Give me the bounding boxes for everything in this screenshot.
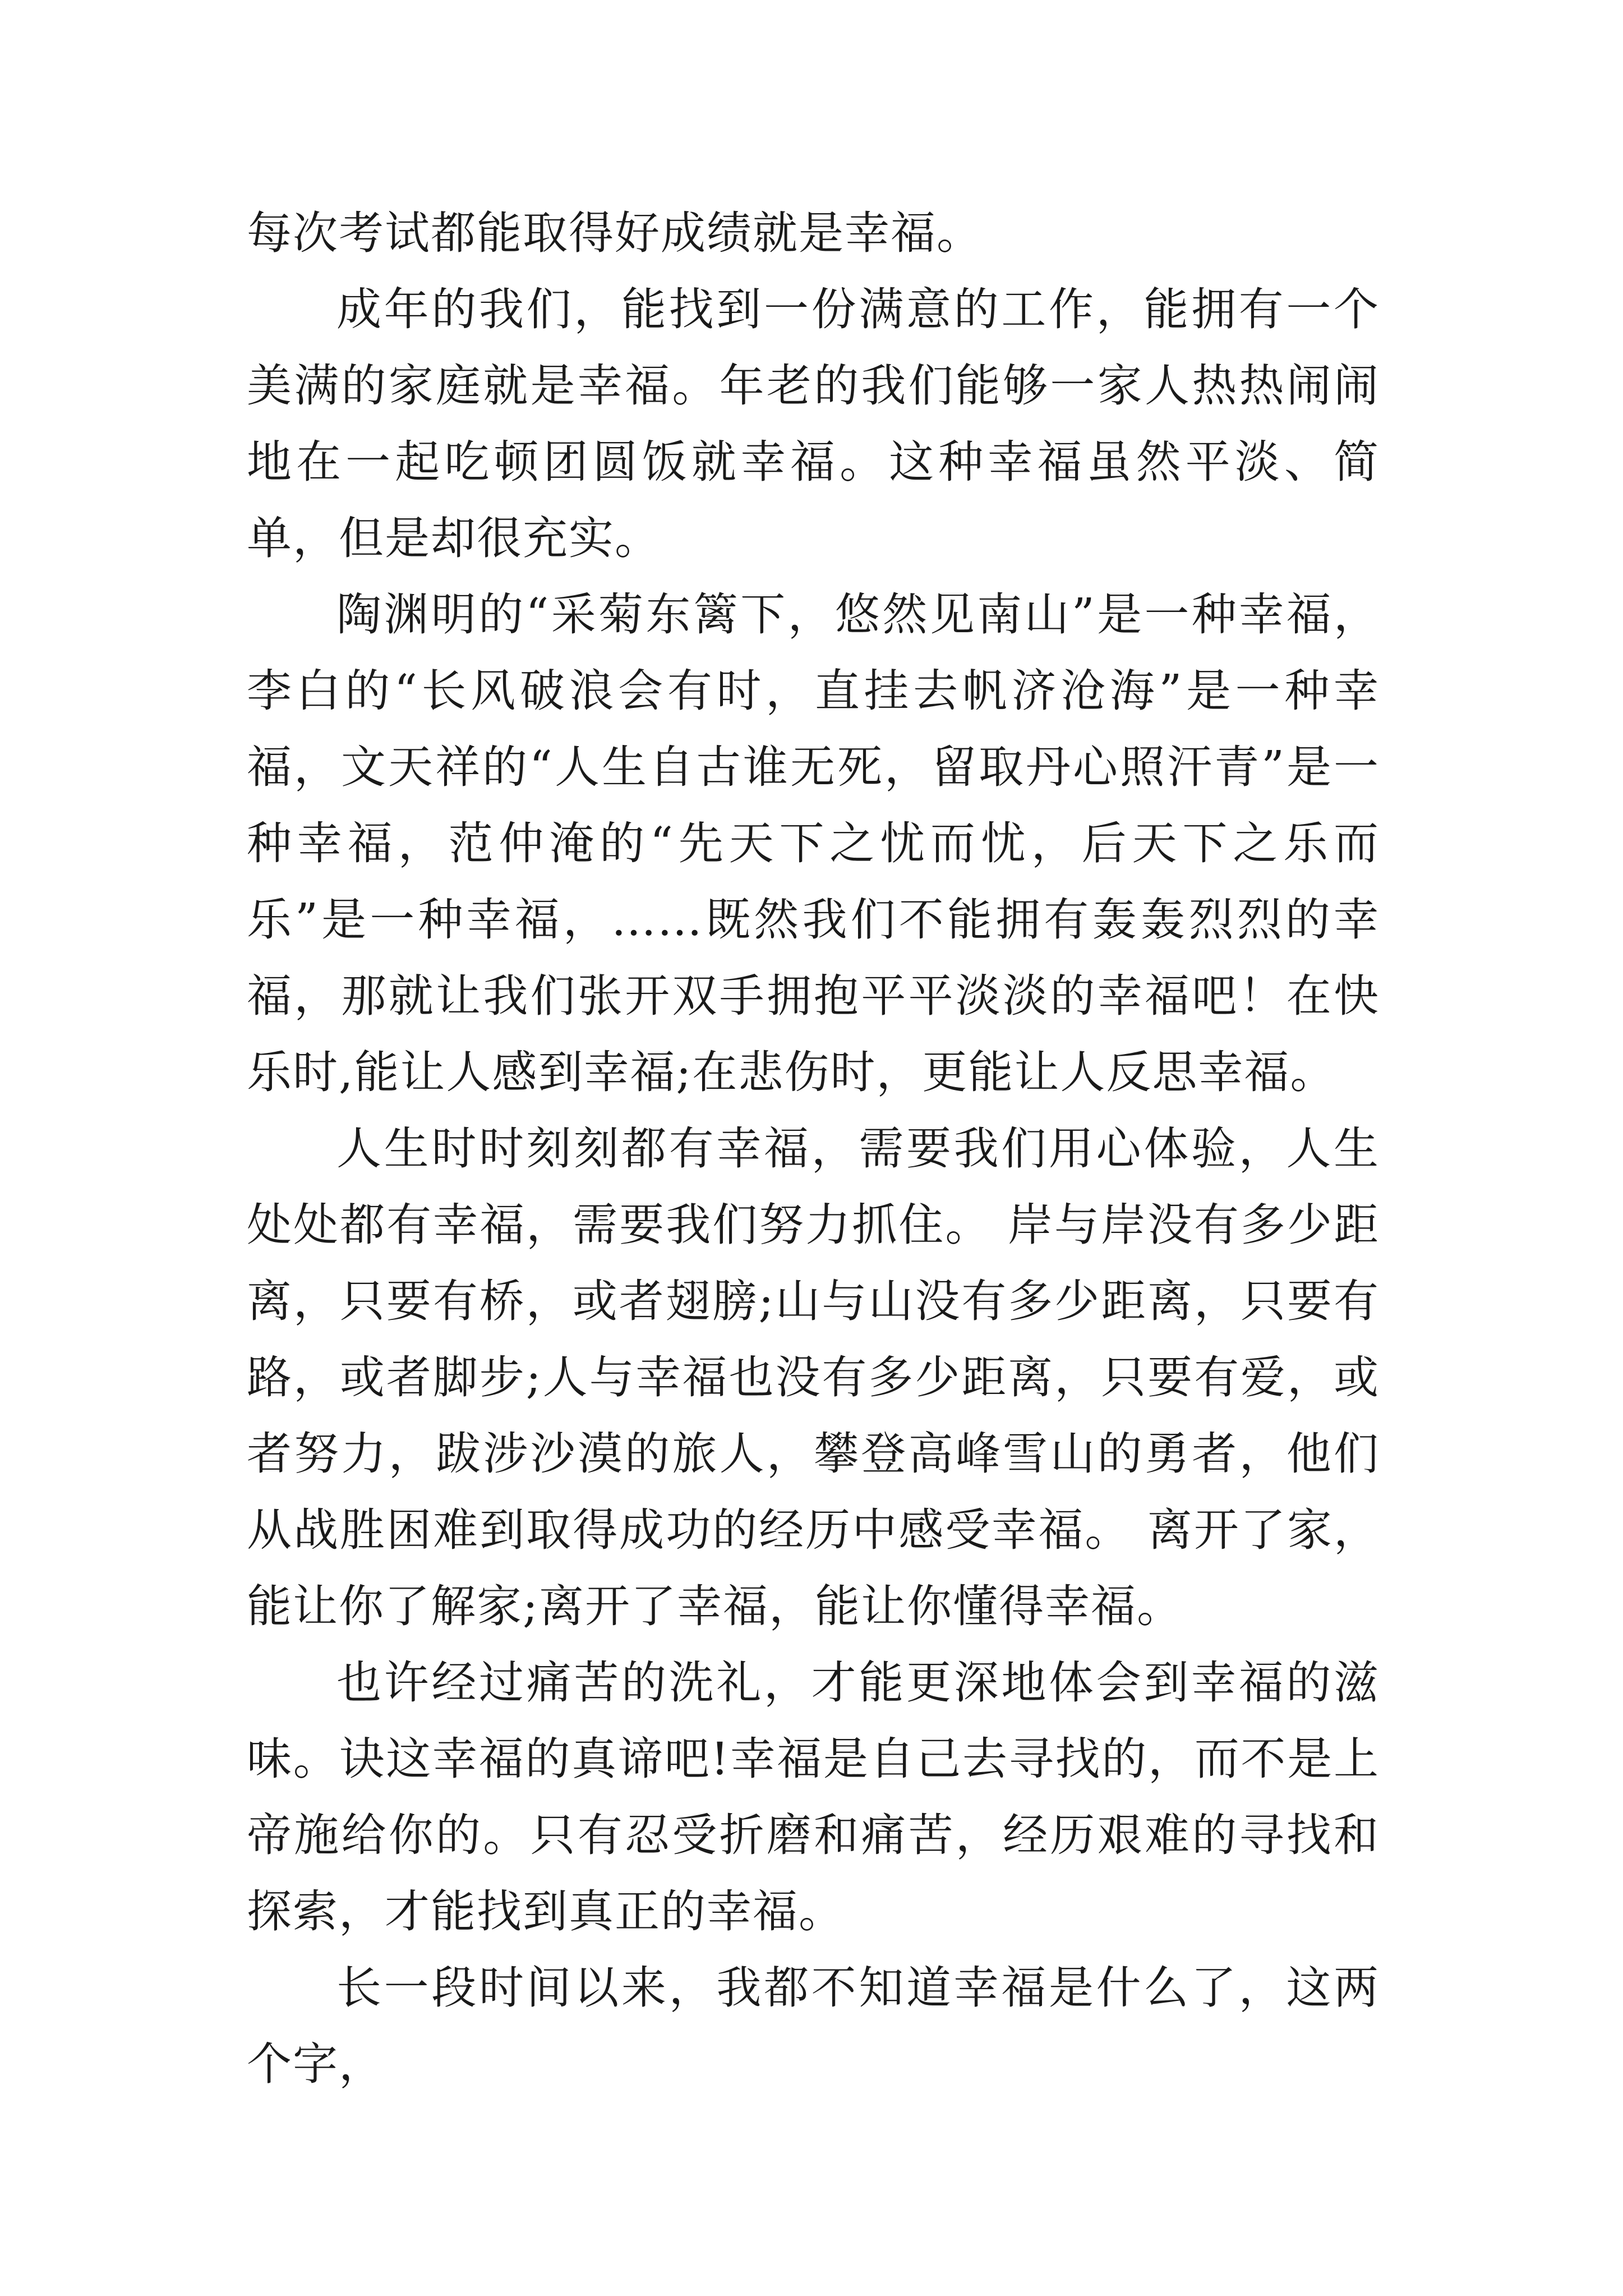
paragraph-6: 长一段时间以来，我都不知道幸福是什么了，这两个字，: [247, 1962, 1380, 2090]
paragraph-5: 也许经过痛苦的洗礼，才能更深地体会到幸福的滋味。诀这幸福的真谛吧!幸福是自己去寻找的，而不是上帝施给你的。只有忍受折磨和痛苦，经历艰难的寻找和探索，才能找到真正的幸福。: [247, 1657, 1380, 1938]
paragraph-4: 人生时时刻刻都有幸福，需要我们用心体验，人生处处都有幸福，需要我们努力抓住。 岸与岸没有多少距离，只要有桥，或者翅膀;山与山没有多少距离，只要有路，或者脚步;人与幸福也没有多少距离，只要有爱，或者努力，跋涉沙漠的旅人，攀登高峰雪山的勇者，他们从战胜困难到取得成功的经历中感受幸福。 离开了家，能让你了解家;离开了幸福，能让你懂得幸福。: [247, 1122, 1380, 1632]
paragraph-1: 每次考试都能取得好成绩就是幸福。: [247, 207, 983, 259]
paragraph-3: 陶渊明的“采菊东篱下，悠然见南山”是一种幸福，李白的“长风破浪会有时，直挂去帆济沧海”是一种幸福，文天祥的“人生自古谁无死，留取丹心照汗青”是一种幸福，范仲淹的“先天下之忧而忧，后天下之乐而乐”是一种幸福，……既然我们不能拥有轰轰烈烈的幸福，那就让我们张开双手拥抱平平淡淡的幸福吧！在快乐时,能让人感到幸福;在悲伤时，更能让人反思幸福。: [247, 588, 1380, 1098]
document-body: [247, 195, 1380, 2102]
paragraph-2: 成年的我们，能找到一份满意的工作，能拥有一个美满的家庭就是幸福。年老的我们能够一家人热热闹闹地在一起吃顿团圆饭就幸福。这种幸福虽然平淡、简单，但是却很充实。: [247, 283, 1380, 564]
